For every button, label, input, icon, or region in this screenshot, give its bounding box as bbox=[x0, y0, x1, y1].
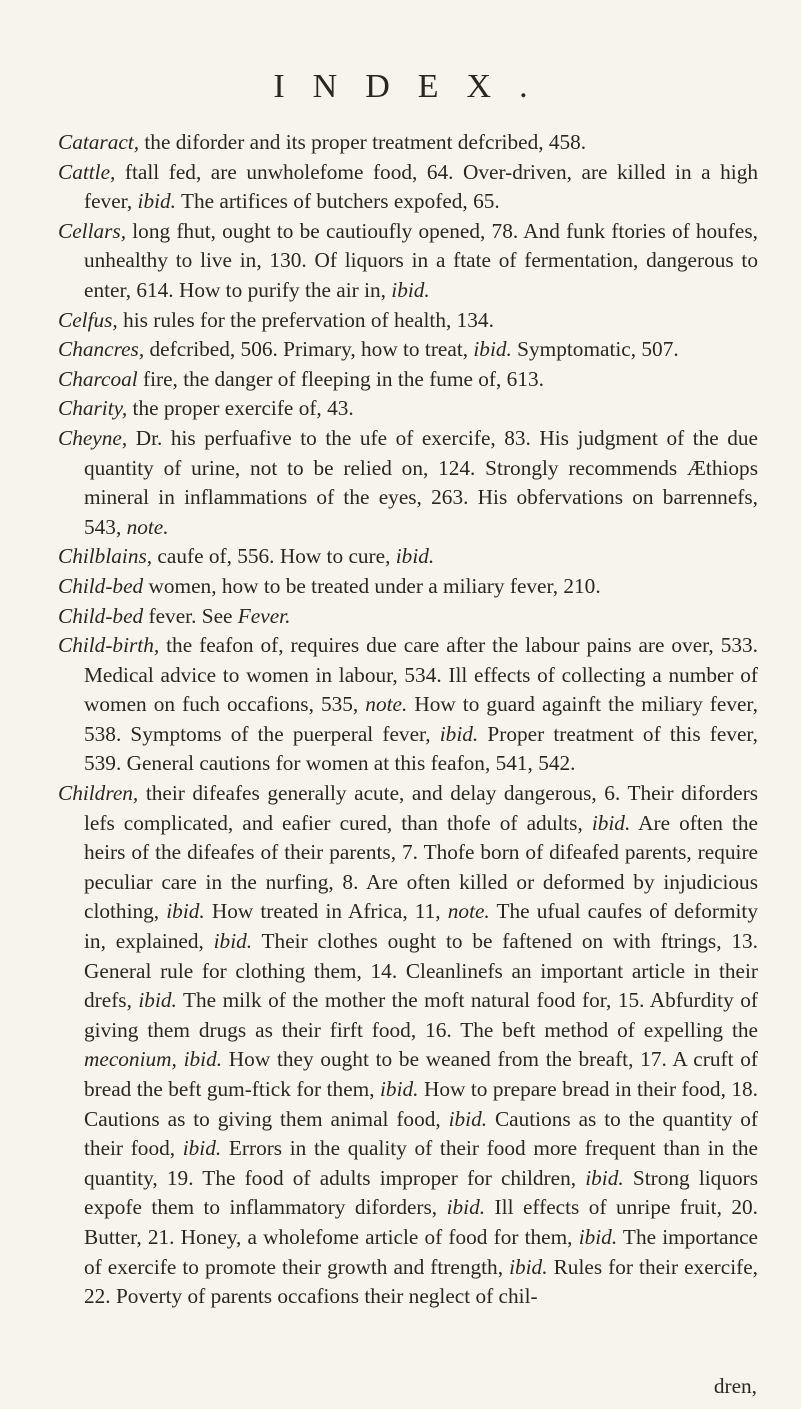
italic-ref: ibid. bbox=[391, 277, 430, 302]
entry-text: Cautions as to the quantity of their food, bbox=[84, 1106, 758, 1161]
italic-ref: note. bbox=[365, 692, 408, 717]
entry-text: his rules for the prefervation of health, 134. bbox=[117, 307, 494, 332]
italic-ref: note. bbox=[447, 899, 490, 924]
entry-text: fire, the danger of fleeping in the fume of, 613. bbox=[137, 366, 544, 391]
italic-ref: ibid. bbox=[380, 1077, 419, 1101]
italic-ref: ibid. bbox=[578, 1224, 618, 1249]
entry-heading: Cellars, bbox=[58, 218, 127, 243]
index-entry bbox=[58, 217, 758, 306]
index-entry bbox=[58, 335, 758, 365]
entry-heading: Cattle, bbox=[58, 159, 116, 184]
entry-text: women, how to be treated under a miliary fever, 210. bbox=[143, 573, 601, 598]
index-entry bbox=[58, 158, 758, 217]
index-entry bbox=[58, 572, 758, 602]
entry-text: Proper treatment of this fever, 539. General cautions for women at this feafon, 541, 542. bbox=[84, 721, 758, 776]
index-body bbox=[58, 128, 758, 1312]
entry-text: Their clothes ought to be faftened on with ftrings, 13. General rule for clothing them, 14. Cleanlinefs an important article in their drefs, bbox=[84, 929, 758, 1013]
italic-ref: ibid. bbox=[448, 1106, 488, 1131]
index-entry bbox=[58, 128, 758, 158]
entry-heading: Cheyne, bbox=[58, 425, 128, 450]
entry-text: Errors in the quality of their food more frequent than in the quantity, 19. The food of adults improper for children, bbox=[84, 1136, 758, 1190]
entry-heading: Child-birth, bbox=[58, 633, 160, 658]
entry-text: The importance of exercife to promote their growth and ftrength, bbox=[84, 1224, 759, 1279]
italic-ref: ibid. bbox=[591, 810, 631, 835]
entry-text: caufe of, 556. How to cure, bbox=[152, 544, 396, 569]
italic-ref: ibid. bbox=[509, 1254, 548, 1279]
entry-heading: Celfus, bbox=[58, 307, 118, 332]
entry-text: fever. See bbox=[143, 603, 238, 628]
entry-text: the proper exercife of, 43. bbox=[127, 396, 354, 421]
entry-text: How treated in Africa, 11, bbox=[204, 899, 448, 924]
entry-heading: Cataract, bbox=[58, 130, 140, 154]
italic-ref: meconium, ibid. bbox=[84, 1047, 223, 1072]
entry-text: How to prepare bread in their food, 18. Cautions as to giving them animal food, bbox=[84, 1077, 758, 1131]
index-entry bbox=[58, 542, 758, 572]
index-entry bbox=[58, 424, 758, 542]
entry-text: The artifices of butchers expofed, 65. bbox=[176, 189, 500, 214]
entry-text: the diforder and its proper treatment defcribed, 458. bbox=[139, 130, 587, 154]
entry-text: The ufual caufes of deformity in, explained, bbox=[84, 899, 758, 954]
catchword: dren, bbox=[713, 1374, 757, 1398]
index-entry bbox=[58, 306, 758, 336]
italic-ref: ibid. bbox=[138, 988, 177, 1013]
index-entry bbox=[58, 779, 758, 1312]
italic-ref: ibid. bbox=[439, 721, 479, 746]
entry-text: How they ought to be weaned from the breaft, 17. A cruft of bread the beft gum-ftick for them, bbox=[84, 1047, 758, 1101]
entry-text: Ill effects of unripe fruit, 20. Butter, 21. Honey, a wholefome article of food for them, bbox=[84, 1195, 758, 1249]
entry-heading: Chilblains, bbox=[58, 544, 153, 569]
entry-text: long fhut, ought to be cautioufly opened, 78. And funk ftories of houfes, unhealthy to live in, 130. Of liquors in a ftate of fermentation, dangerous to enter, 614. How to purify the air in, bbox=[84, 218, 758, 302]
entry-heading: Charity, bbox=[58, 396, 128, 421]
entry-text: their difeafes generally acute, and delay dangerous, 6. Their diforders lefs complicated, and eafier cured, than thofe of adults, bbox=[84, 781, 758, 835]
index-entry bbox=[58, 394, 758, 424]
italic-ref: ibid. bbox=[395, 544, 435, 569]
entry-text: How to guard againft the miliary fever, 538. Symptoms of the puerperal fever, bbox=[84, 692, 758, 746]
entry-heading: Child-bed bbox=[58, 603, 144, 628]
entry-heading: Charcoal bbox=[58, 366, 138, 391]
entry-text: Rules for their exercife, 22. Poverty of parents occafions their neglect of chil- bbox=[84, 1254, 758, 1309]
entry-text: defcribed, 506. Primary, how to treat, bbox=[144, 337, 474, 362]
italic-ref: ibid. bbox=[213, 929, 253, 954]
italic-ref: ibid. bbox=[473, 337, 512, 362]
entry-text: Strong liquors expofe them to inflammatory diforders, bbox=[84, 1165, 758, 1220]
entry-heading: Children, bbox=[58, 781, 139, 806]
italic-ref: Fever. bbox=[237, 603, 291, 628]
index-entry bbox=[58, 631, 758, 779]
entry-heading: Child-bed bbox=[58, 573, 144, 598]
entry-text: Dr. his perfuafive to the ufe of exercife, 83. His judgment of the due quantity of urine, not to be relied on, 124. Strongly recommends Æthiops mineral in inflammations of the eyes, 263. His obfervations on barrennefs, 543, bbox=[84, 425, 758, 539]
italic-ref: ibid. bbox=[446, 1195, 486, 1220]
entry-text: Are often the heirs of the difeafes of their parents, 7. Thofe born of difeafed parents, require peculiar care in the nurfing, 8. Are often killed or deformed by injudicious clothing, bbox=[84, 810, 758, 924]
italic-ref: note. bbox=[126, 514, 169, 539]
entry-text: The milk of the mother the moft natural food for, 15. Abfurdity of giving them drugs as their firft food, 16. The beft method of expelling the bbox=[84, 988, 758, 1042]
italic-ref: ibid. bbox=[166, 899, 205, 924]
italic-ref: ibid. bbox=[137, 189, 177, 214]
index-entry bbox=[58, 602, 758, 632]
entry-text: ftall fed, are unwholefome food, 64. Over-driven, are killed in a high fever, bbox=[84, 159, 758, 214]
entry-heading: Chancres, bbox=[58, 337, 145, 362]
entry-text: the feafon of, requires due care after the labour pains are over, 533. Medical advice to women in labour, 534. Ill effects of collecting a number of women on fuch occafions, 535, bbox=[84, 633, 758, 717]
italic-ref: ibid. bbox=[585, 1165, 624, 1190]
index-entry bbox=[58, 365, 758, 395]
italic-ref: ibid. bbox=[182, 1136, 222, 1161]
page-header: INDEX. bbox=[273, 68, 556, 105]
entry-text: Symptomatic, 507. bbox=[511, 337, 679, 362]
